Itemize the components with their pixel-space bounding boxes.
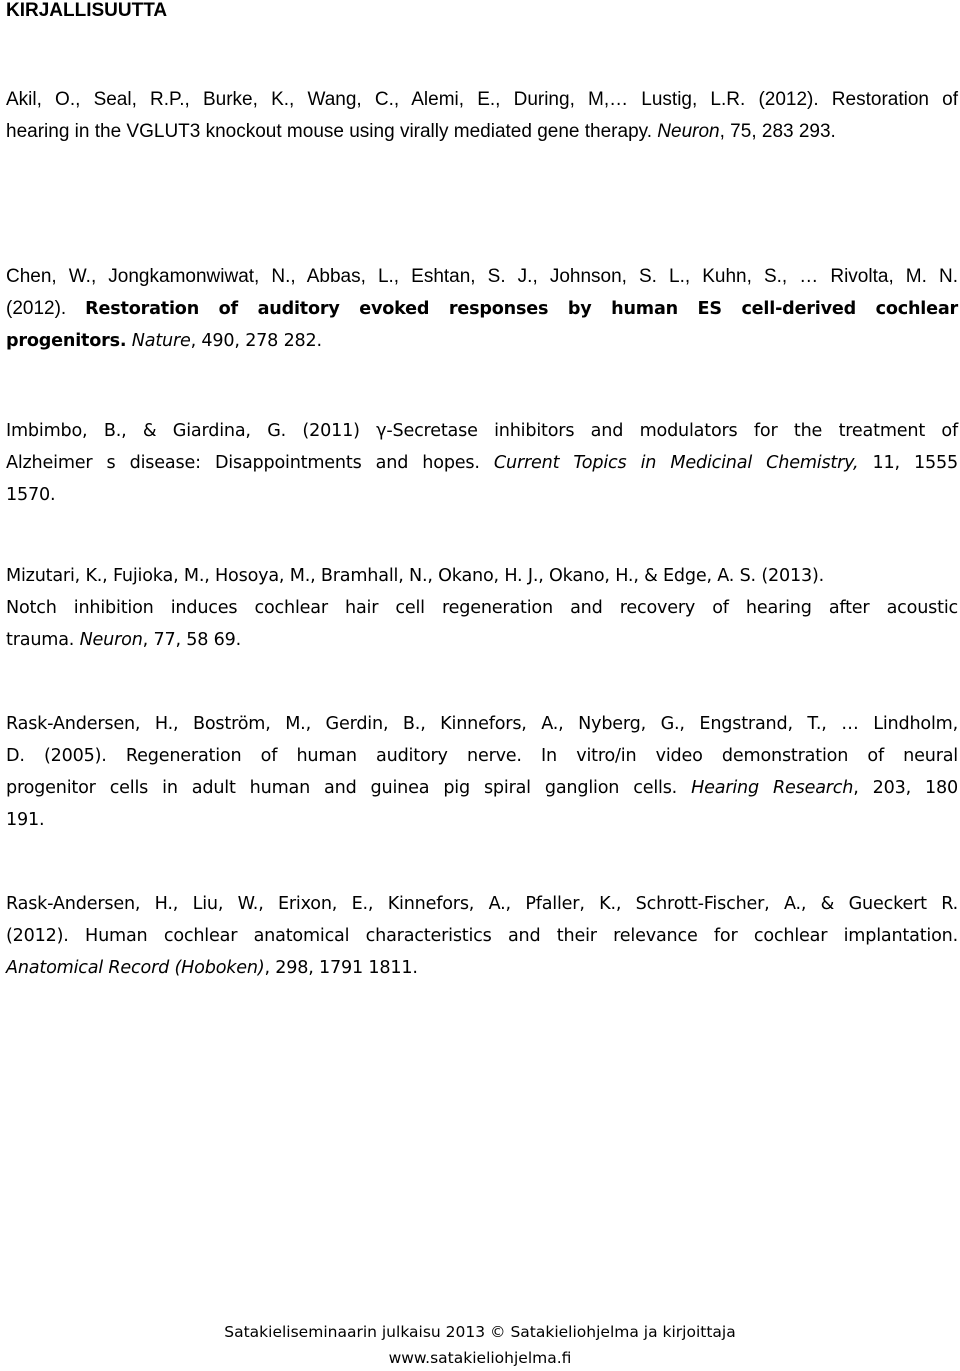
journal-name: Neuron [657,121,720,142]
article-title: progenitors. [6,331,127,351]
reference-chen-2012 [6,261,958,357]
reference-mizutari-2013 [6,560,958,656]
journal-name: Nature [131,331,191,351]
reference-line: 1570. [6,485,56,505]
reference-line: D. (2005). Regeneration of human auditory nerve. In vitro/in video demonstration of neural [6,746,958,766]
reference-line: Anatomical Record (Hoboken), 298, 1791 1811. [6,958,418,978]
reference-line: (2012). Restoration of auditory evoked responses by human ES cell-derived cochlear [6,298,958,319]
reference-imbimbo-2011 [6,415,958,511]
reference-line: (2012). Human cochlear anatomical characteristics and their relevance for cochlear implantation. [6,926,958,946]
article-title: Restoration of auditory evoked responses by human ES cell-derived cochlear [85,299,958,319]
journal-name: Hearing Research [691,778,854,798]
reference-line: Alzheimer s disease: Disappointments and hopes. Current Topics in Medicinal Chemistry, 11, 1555 [6,453,959,473]
reference-rask-andersen-2005 [6,708,958,836]
page-heading: KIRJALLISUUTTA [6,0,168,21]
reference-line: trauma. Neuron, 77, 58 69. [6,630,241,650]
reference-line: Mizutari, K., Fujioka, M., Hosoya, M., Bramhall, N., Okano, H. J., Okano, H., & Edge, A. S. (2013). [6,566,825,586]
reference-akil-2012 [6,84,958,148]
footer-publication-line: Satakieliseminaarin julkaisu 2013 © Satakieliohjelma ja kirjoittaja [224,1323,736,1341]
reference-line: Rask-Andersen, H., Liu, W., Erixon, E., Kinnefors, A., Pfaller, K., Schrott-Fischer, A., & Gueckert R. [6,894,958,914]
reference-line: Notch inhibition induces cochlear hair cell regeneration and recovery of hearing after acoustic [6,598,958,618]
reference-line: progenitors. Nature, 490, 278 282. [6,331,322,351]
reference-line: 191. [6,810,45,830]
reference-line: Akil, O., Seal, R.P., Burke, K., Wang, C., Alemi, E., During, M,… Lustig, L.R. (2012). Restoration of [6,89,958,110]
reference-rask-andersen-2012 [6,888,958,984]
reference-line: Imbimbo, B., & Giardina, G. (2011) γ-Secretase inhibitors and modulators for the treatment of [6,421,958,441]
reference-line: Chen, W., Jongkamonwiwat, N., Abbas, L., Eshtan, S. J., Johnson, S. L., Kuhn, S., … Rivolta, M. N. [6,266,958,287]
journal-name: Current Topics in Medicinal Chemistry, [493,453,859,473]
reference-line: Rask-Andersen, H., Boström, M., Gerdin, B., Kinnefors, A., Nyberg, G., Engstrand, T., … Lindholm, [6,714,958,734]
reference-line: progenitor cells in adult human and guinea pig spiral ganglion cells. Hearing Research, 203, 180 [6,778,958,798]
reference-line: hearing in the VGLUT3 knockout mouse using virally mediated gene therapy. Neuron, 75, 283 293. [6,121,836,142]
journal-name: Anatomical Record (Hoboken) [6,958,265,978]
footer-website-link[interactable]: www.satakieliohjelma.fi [388,1349,572,1367]
journal-name: Neuron [79,630,143,650]
